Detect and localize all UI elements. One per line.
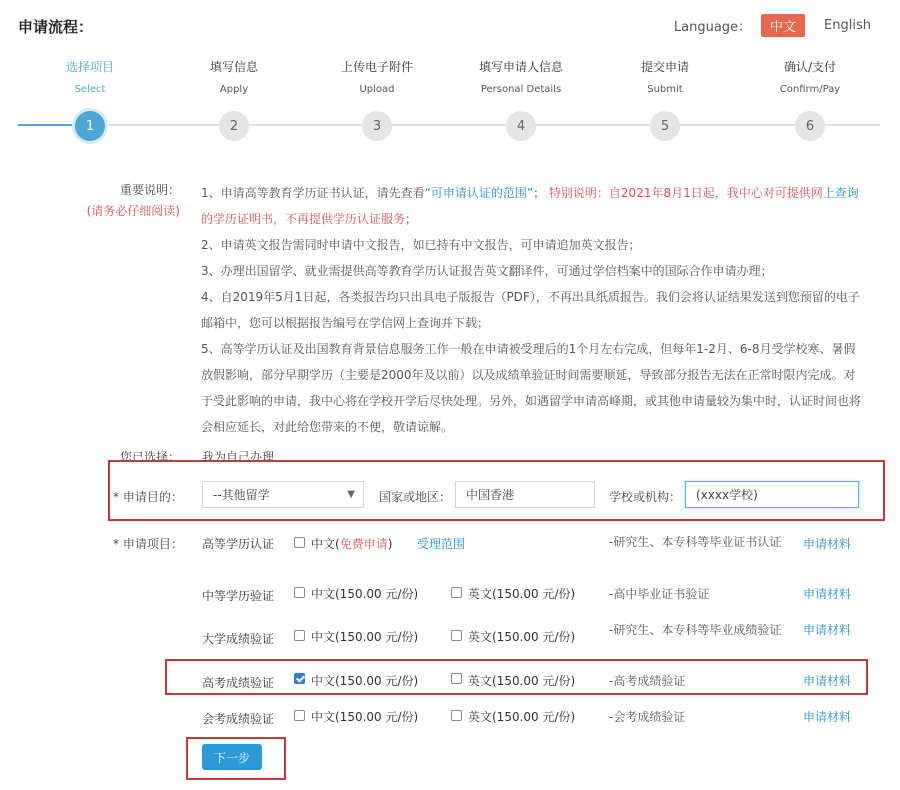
item-desc: -高中毕业证书验证 bbox=[609, 587, 710, 601]
item-name: 大学成绩验证 bbox=[202, 632, 275, 646]
step-sublabel: Personal Details bbox=[480, 84, 562, 95]
language-switcher bbox=[674, 14, 880, 37]
note-4: 4、自2019年5月1日起，各类报告均只出具电子版报告（PDF），不再出具纸质报告。我们会将认证结果发送到您预留的电子邮箱中，您可以根据报告编号在学信网上查询并下载； bbox=[201, 290, 860, 330]
step-dot-6: 6 bbox=[795, 111, 825, 141]
step-label: 上传电子附件 bbox=[340, 60, 413, 74]
country-label: 国家或地区： bbox=[379, 490, 452, 504]
scope-link[interactable]: “可申请认证的范围” bbox=[424, 186, 534, 200]
item-name: 会考成绩验证 bbox=[202, 712, 275, 726]
selected-value: 我为自己办理 bbox=[202, 450, 275, 464]
step-dot-3: 3 bbox=[362, 111, 392, 141]
note-text: ； bbox=[533, 186, 546, 200]
important-notes bbox=[201, 180, 866, 440]
purpose-label: * 申请目的： bbox=[113, 490, 183, 504]
materials-link[interactable]: 申请材料 bbox=[803, 587, 852, 601]
step-sublabel: Apply bbox=[219, 84, 249, 95]
online-query-link[interactable]: 上查询 bbox=[822, 186, 859, 200]
item-desc: -研究生、本专科等毕业成绩验证 bbox=[609, 623, 782, 637]
note-5: 5、高等学历认证及出国教育背景信息服务工作一般在申请被受理后的1个月左右完成，但每年1-2月、6-8月受学校寒、暑假放假影响，部分早期学历（主要是2000年及以前）以及成绩单验证时间需要顺延，导致部分报告无法在正常时限内完成。对于受此影响的申请，我中心将在学校开学后尽快处理。另外，如遇留学申请高峰期，或其他申请量较为集中时，认证时间也将会相应延长，对此给您带来的不便，敬请谅解。 bbox=[201, 342, 862, 434]
step-label: 填写申请人信息 bbox=[478, 60, 563, 74]
item-higher-edu-cn-label bbox=[311, 535, 392, 552]
lang-english-button[interactable]: English bbox=[824, 18, 871, 33]
step-apply bbox=[174, 58, 294, 95]
item-secondary-en-label: 英文(150.00 元/份) bbox=[468, 587, 576, 601]
step-confirm-pay bbox=[750, 58, 870, 95]
item-secondary-cn-checkbox[interactable] bbox=[294, 587, 305, 598]
page-title: 申请流程： bbox=[18, 18, 94, 36]
item-name: 高考成绩验证 bbox=[202, 676, 275, 690]
purpose-select-value: --其他留学 bbox=[213, 488, 270, 502]
item-gaokao-cn-checkbox[interactable] bbox=[294, 673, 305, 684]
step-dot-5: 5 bbox=[650, 111, 680, 141]
next-step-button[interactable]: 下一步 bbox=[202, 744, 262, 770]
item-desc: -会考成绩验证 bbox=[609, 710, 686, 724]
special-note: 特别说明：自2021年8月1日起，我中心对可提供网 bbox=[548, 186, 823, 200]
note-3: 3、办理出国留学、就业需提供高等教育学历认证报告英文翻译件，可通过学信档案中的国际合作申请办理； bbox=[201, 264, 773, 278]
item-secondary-cn-label: 中文(150.00 元/份) bbox=[311, 587, 419, 601]
materials-link[interactable]: 申请材料 bbox=[803, 537, 852, 551]
materials-link[interactable]: 申请材料 bbox=[803, 674, 852, 688]
item-university-cn-checkbox[interactable] bbox=[294, 630, 305, 641]
item-university-en-label: 英文(150.00 元/份) bbox=[468, 630, 576, 644]
item-gaokao-cn-label: 中文(150.00 元/份) bbox=[311, 674, 419, 688]
item-desc: -高考成绩验证 bbox=[609, 674, 686, 688]
item-higher-edu-cn-checkbox[interactable] bbox=[294, 537, 305, 548]
lang-chinese-button[interactable]: 中文 bbox=[761, 14, 805, 37]
step-select bbox=[30, 58, 150, 95]
step-personal-details bbox=[461, 58, 581, 95]
step-label: 提交申请 bbox=[640, 60, 689, 74]
item-name: 高等学历认证 bbox=[202, 537, 275, 551]
free-badge: 免费申请 bbox=[339, 537, 388, 551]
step-dot-1: 1 bbox=[75, 111, 105, 141]
step-label: 填写信息 bbox=[209, 60, 258, 74]
scope-link[interactable]: 受理范围 bbox=[417, 537, 466, 551]
selected-label: 您已选择： bbox=[120, 450, 181, 464]
notes-warning: (请务必仔细阅读) bbox=[86, 204, 180, 218]
step-dot-2: 2 bbox=[219, 111, 249, 141]
item-gaokao-en-checkbox[interactable] bbox=[451, 673, 462, 684]
step-sublabel: Submit bbox=[647, 84, 683, 95]
item-huikao-cn-checkbox[interactable] bbox=[294, 710, 305, 721]
chevron-down-icon: ▼ bbox=[347, 489, 355, 500]
option-text: ) bbox=[387, 537, 393, 551]
item-university-cn-label: 中文(150.00 元/份) bbox=[311, 630, 419, 644]
option-text: 中文( bbox=[311, 537, 340, 551]
school-input[interactable] bbox=[685, 481, 859, 508]
notes-label bbox=[80, 180, 180, 222]
step-sublabel: Select bbox=[74, 84, 106, 95]
country-input-value: 中国香港 bbox=[466, 488, 515, 502]
progress-track bbox=[18, 124, 880, 126]
purpose-select[interactable] bbox=[202, 481, 364, 508]
notes-title: 重要说明： bbox=[119, 183, 180, 197]
items-label: * 申请项目： bbox=[113, 537, 183, 551]
step-label: 选择项目 bbox=[65, 60, 114, 74]
item-university-en-checkbox[interactable] bbox=[451, 630, 462, 641]
item-secondary-en-checkbox[interactable] bbox=[451, 587, 462, 598]
item-gaokao-en-label: 英文(150.00 元/份) bbox=[468, 674, 576, 688]
progress-steps bbox=[0, 58, 900, 148]
item-huikao-en-label: 英文(150.00 元/份) bbox=[468, 710, 576, 724]
note-2: 2、申请英文报告需同时申请中文报告，如已持有中文报告，可申请追加英文报告； bbox=[201, 238, 641, 252]
note-text: 1、申请高等教育学历证书认证，请先查看 bbox=[201, 186, 425, 200]
country-input[interactable] bbox=[455, 481, 595, 508]
item-desc: -研究生、本专科等毕业证书认证 bbox=[609, 535, 782, 549]
note-text: ； bbox=[405, 212, 418, 226]
materials-link[interactable]: 申请材料 bbox=[803, 623, 852, 637]
step-dot-4: 4 bbox=[506, 111, 536, 141]
materials-link[interactable]: 申请材料 bbox=[803, 710, 852, 724]
step-sublabel: Confirm/Pay bbox=[779, 84, 841, 95]
step-sublabel: Upload bbox=[359, 84, 395, 95]
step-submit bbox=[605, 58, 725, 95]
school-label: 学校或机构： bbox=[609, 490, 682, 504]
step-label: 确认/支付 bbox=[783, 60, 837, 74]
step-upload bbox=[317, 58, 437, 95]
special-note-tail: 的学历证明书，不再提供学历认证服务 bbox=[201, 212, 406, 226]
item-huikao-en-checkbox[interactable] bbox=[451, 710, 462, 721]
note-1 bbox=[201, 180, 866, 232]
item-huikao-cn-label: 中文(150.00 元/份) bbox=[311, 710, 419, 724]
item-name: 中等学历验证 bbox=[202, 589, 275, 603]
language-label: Language： bbox=[673, 20, 752, 35]
school-input-value: (xxxx学校) bbox=[696, 488, 758, 502]
